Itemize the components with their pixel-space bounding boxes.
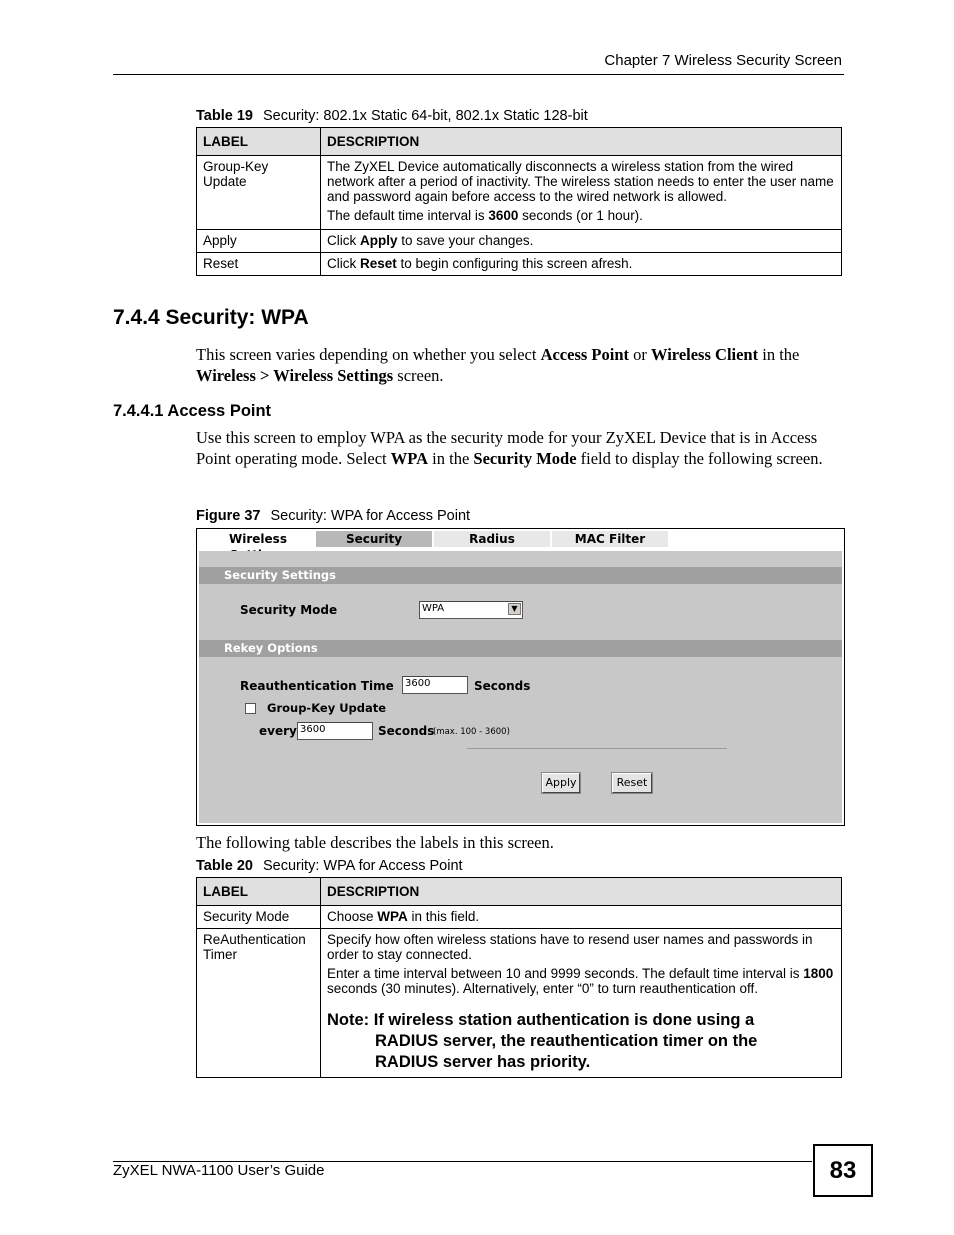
row-label: Reset: [197, 253, 321, 276]
table-row: [197, 929, 842, 1078]
tab-mac-filter[interactable]: MAC Filter: [552, 531, 668, 547]
table-header-row: [197, 878, 842, 906]
table-row: [197, 253, 842, 276]
reauth-seconds-label: Seconds: [474, 679, 531, 693]
footer-guide-title: ZyXEL NWA-1100 User’s Guide: [113, 1162, 325, 1179]
text-run: Choose: [327, 909, 378, 924]
figure37-caption-number: Figure 37: [196, 508, 261, 524]
figure37-caption-text: Security: WPA for Access Point: [270, 508, 471, 524]
row-description: [321, 253, 842, 276]
table19-caption: [196, 108, 588, 124]
table20-caption-number: Table 20: [196, 858, 253, 874]
dropdown-arrow-icon[interactable]: ▼: [508, 603, 521, 615]
interval-range-hint: (max. 100 - 3600): [433, 727, 510, 737]
bold-term: Wireless Client: [651, 345, 759, 364]
text-run: seconds (30 minutes). Alternatively, enter “0” to turn reauthentication off.: [327, 981, 758, 996]
table-row: [197, 156, 842, 230]
table19-caption-text: Security: 802.1x Static 64-bit, 802.1x Static 128-bit: [262, 108, 588, 124]
col-description-header: DESCRIPTION: [321, 878, 842, 906]
text-run: This screen varies depending on whether you select: [196, 345, 541, 364]
bold-value: 3600: [488, 208, 519, 223]
description-paragraph: [327, 208, 835, 223]
group-key-interval-input[interactable]: 3600: [297, 722, 373, 740]
bold-term: Security Mode: [473, 449, 577, 468]
col-label-header: LABEL: [197, 128, 321, 156]
col-label-header: LABEL: [197, 878, 321, 906]
table20-caption: [196, 858, 463, 874]
section-heading: 7.4.4 Security: WPA: [113, 306, 309, 329]
text-run: screen.: [393, 366, 444, 385]
bold-value: 1800: [803, 966, 834, 981]
group-key-label: Group-Key Update: [267, 701, 387, 715]
bold-value: WPA: [377, 909, 408, 924]
security-mode-select[interactable]: [419, 601, 523, 619]
rekey-options-section: Rekey Options: [199, 640, 842, 657]
security-mode-label: Security Mode: [240, 603, 338, 617]
text-run: to begin configuring this screen afresh.: [396, 256, 633, 271]
note-line: Note: If wireless station authentication is done using a: [327, 1011, 755, 1029]
bold-value: Reset: [360, 256, 397, 271]
bold-term: WPA: [390, 449, 429, 468]
security-settings-section: Security Settings: [199, 567, 842, 584]
row-label: Apply: [197, 230, 321, 253]
text-run: The default time interval is: [327, 208, 489, 223]
bold-term: Access Point: [540, 345, 630, 364]
bold-value: Apply: [360, 233, 398, 248]
table19-caption-number: Table 19: [196, 108, 253, 124]
reauth-time-label: Reauthentication Time: [240, 679, 394, 693]
row-description: [321, 906, 842, 929]
description-paragraph: The ZyXEL Device automatically disconnects a wireless station from the wired network after a period of inactivity. The wireless station needs to enter the user name and password again before access to the wired network is allowed.: [327, 159, 834, 204]
reauth-time-input[interactable]: 3600: [402, 676, 468, 694]
text-run: Enter a time interval between 10 and 9999 seconds. The default time interval is: [327, 966, 804, 981]
note-line: RADIUS server, the reauthentication timer on the: [375, 1032, 758, 1050]
security-mode-value: WPA: [422, 603, 445, 614]
description-paragraph: Specify how often wireless stations have to resend user names and passwords in order to stay connected.: [327, 932, 813, 962]
reset-button[interactable]: Reset: [612, 773, 652, 793]
subsection-text: [196, 427, 842, 469]
note-line: RADIUS server has priority.: [375, 1053, 591, 1071]
tab-radius[interactable]: Radius: [434, 531, 550, 547]
text-run: in the: [428, 449, 474, 468]
row-description: [321, 230, 842, 253]
table20-caption-text: Security: WPA for Access Point: [262, 858, 463, 874]
section-intro: [196, 344, 842, 386]
table-row: [197, 230, 842, 253]
tab-security[interactable]: Security: [316, 531, 432, 547]
text-run: field to display the following screen.: [576, 449, 823, 468]
text-run: seconds (or 1 hour).: [518, 208, 643, 223]
col-description-header: DESCRIPTION: [321, 128, 842, 156]
figure37-caption: [196, 508, 470, 524]
table19: [196, 127, 842, 276]
row-description: [321, 156, 842, 230]
table-header-row: [197, 128, 842, 156]
tab-wireless-settings[interactable]: Wireless: [201, 531, 315, 547]
settings-panel: [199, 551, 842, 823]
subsection-heading: 7.4.4.1 Access Point: [113, 402, 272, 420]
apply-button[interactable]: Apply: [542, 773, 580, 793]
text-run: to save your changes.: [397, 233, 534, 248]
header-rule: [113, 74, 844, 75]
row-label: Group-Key Update: [197, 156, 321, 230]
bold-term: Wireless > Wireless Settings: [196, 366, 394, 385]
text-run: Click: [327, 256, 360, 271]
table20-intro: The following table describes the labels in this screen.: [196, 833, 554, 852]
row-description: [321, 929, 842, 1078]
text-run: or: [629, 345, 652, 364]
every-label: every: [259, 724, 297, 738]
table-row: [197, 906, 842, 929]
text-run: in this field.: [407, 909, 480, 924]
running-header: Chapter 7 Wireless Security Screen: [604, 52, 842, 69]
separator-line: [467, 748, 727, 749]
table20: [196, 877, 842, 1078]
description-paragraph: [327, 966, 835, 996]
row-label: Security Mode: [197, 906, 321, 929]
text-run: Click: [327, 233, 360, 248]
wpa-screenshot: [196, 528, 845, 826]
text-run: in the: [758, 345, 800, 364]
note: [327, 1010, 835, 1073]
row-label: ReAuthentication Timer: [197, 929, 321, 1078]
page-number: 83: [813, 1144, 873, 1197]
group-key-checkbox[interactable]: [245, 703, 256, 714]
text-run: Use this screen to employ WPA as the security mode for your ZyXEL Device that is in Access Point operating mode. Select: [196, 428, 818, 468]
every-seconds-label: Seconds: [378, 724, 435, 738]
